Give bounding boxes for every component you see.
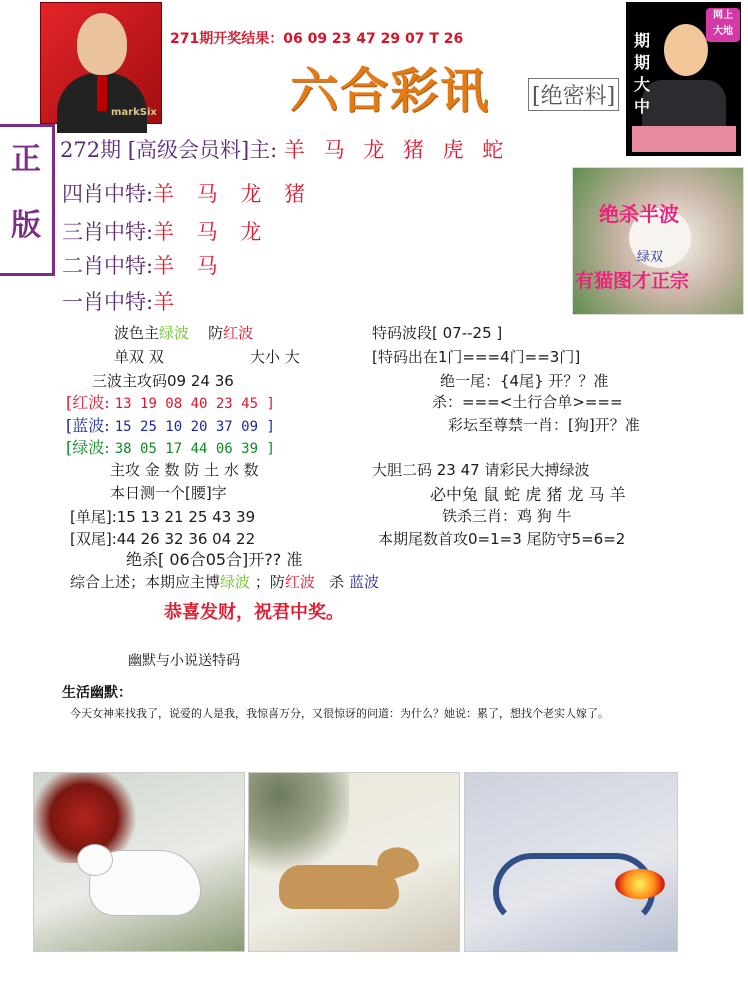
marksix-logo: markSix [111,107,157,118]
label: [红波: [66,393,110,412]
previous-results: 271期开奖结果：06 09 23 47 29 07 T 26 [170,31,464,47]
page-subtitle: [绝密料] [528,78,619,111]
cartoon-label: 期期大中 [634,31,651,116]
odd-tail-line: [单尾]:15 13 21 25 43 39 [70,508,256,526]
even-tail-line: [双尾]:44 26 32 36 04 22 [70,530,256,548]
shio-label: 二肖中特: [62,254,154,278]
badge-char-1: 正 [11,142,41,177]
bigsmall-line: 大小 大 [250,348,300,366]
kill-element: 杀：===<土行合单>=== [432,393,623,411]
blue-wave-line [66,413,275,436]
main-color: 绿波 [159,324,190,342]
cartoon-sticker: 网上 大地 [706,8,740,42]
numbers: 38 05 17 44 06 39 ] [114,441,275,457]
shio-value: 羊 马 龙 [153,220,270,244]
label: 防 [208,324,224,342]
summary-line [70,571,379,592]
color-main-line [114,322,253,343]
cat-image-panel [572,167,744,315]
cat-panel-tag: 绿双 [637,250,664,265]
two-codes: 大胆二码 23 47 请彩民大搏绿波 [372,461,590,479]
shio-value: 羊 马 [153,254,226,278]
label: [绿波: [66,438,110,457]
presenter-photo [40,2,162,124]
green-wave-line [66,435,275,458]
numbers: 15 25 10 20 37 09 ] [114,419,275,435]
badge-char-2: 版 [11,208,41,243]
horse-painting [248,772,460,952]
goat-painting [33,772,245,952]
forbid-zodiac: 彩坛至尊禁一肖：[狗]开？准 [448,416,640,434]
numbers: 13 19 08 40 23 45 ] [114,396,275,412]
shio-label: 一肖中特: [62,290,154,314]
guard-color: 红波 [223,324,254,342]
shio-label: 四肖中特: [62,182,154,206]
daily-word-line: 本日测一个[腰]字 [110,484,227,502]
label: 杀 [329,573,345,591]
special-segment: 特码波段[ 07--25 ] [372,324,503,342]
must-win-zodiacs: 必中兔 鼠 蛇 虎 猪 龙 马 羊 [430,485,626,504]
label: 波色主 [114,324,160,342]
guard-color: 红波 [284,573,315,591]
authentic-badge [0,124,55,276]
label: ；防 [254,573,285,591]
iron-kill: 铁杀三肖：鸡 狗 牛 [442,507,572,525]
three-wave-line: 三波主攻码09 24 36 [92,372,234,390]
kill-color: 蓝波 [348,573,379,591]
special-door: [特码出在1门===4门==3门] [372,348,581,366]
joke-text: 今天女神来找我了，说爱的人是我，我惊喜万分，又很惊讶的问道：为什么？她说：累了，想找个老实人嫁了。 [70,707,609,720]
page-title: 六合彩讯 [290,63,491,119]
issue-zodiacs: 羊 马 龙 猪 虎 蛇 [283,138,510,162]
cartoon-mascot-image [626,2,741,156]
label: 综合上述；本期应主博 [70,573,221,591]
issue-header [60,134,509,164]
congrats-text: 恭喜发财，祝君中奖。 [164,602,344,623]
cat-panel-title: 绝杀半波 [599,202,679,226]
humor-title: 幽默与小说送特码 [128,653,240,669]
oddeven-line: 单双 双 [114,348,164,366]
cat-panel-foot: 有猫图才正宗 [575,270,690,292]
label: [蓝波: [66,416,110,435]
three-shio [62,216,269,246]
tail-first: 本期尾数首攻0=1=3 尾防守5=6=2 [378,530,626,548]
shio-value: 羊 马 龙 猪 [153,182,314,206]
life-humor-label: 生活幽默： [62,685,132,701]
issue-label: 272期 [高级会员料]主: [60,138,278,162]
one-shio [62,286,182,316]
main-color: 绿波 [220,573,251,591]
two-shio [62,250,226,280]
kill-line: 绝杀[ 06合05合]开?? 准 [126,550,303,569]
shio-label: 三肖中特: [62,220,154,244]
shio-value: 羊 [153,290,183,314]
four-shio [62,178,313,208]
attack-line: 主攻 金 数 防 土 水 数 [110,461,259,479]
one-tail: 绝一尾：{4尾} 开？？准 [440,372,609,390]
dragon-painting [464,772,678,952]
red-wave-line [66,390,275,413]
